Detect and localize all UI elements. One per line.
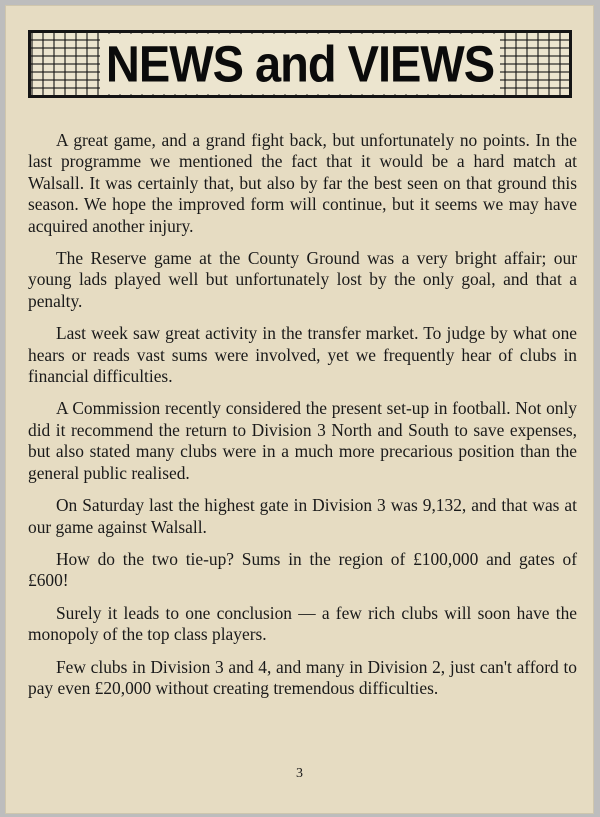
programme-page: [5, 5, 594, 814]
paragraph: Last week saw great activity in the transfer market. To judge by what one hears or reads vast sums were involved, yet we frequently hear of clubs in financial difficulties.: [28, 323, 577, 387]
paragraph: Surely it leads to one conclusion — a few rich clubs will soon have the monopoly of the top class players.: [28, 602, 577, 645]
page-title: NEWS and VIEWS: [100, 34, 500, 94]
paragraph: Few clubs in Division 3 and 4, and many in Division 2, just can't afford to pay even £20,000 without creating tremendous difficulties.: [28, 656, 577, 698]
paragraph: On Saturday last the highest gate in Division 3 was 9,132, and that was at our game against Walsall.: [28, 495, 577, 537]
masthead-banner: [28, 30, 572, 98]
paragraph: How do the two tie-up? Sums in the region of £100,000 and gates of £600!: [28, 548, 577, 591]
article-body: [28, 130, 577, 710]
paragraph: A great game, and a grand fight back, but unfortunately no points. In the last programme we mentioned the fact that it would be a hard match at Walsall. It was certainly that, but also by far the best seen on that ground this season. We hope the improved form will continue, but it seems we may have acquired another injury.: [28, 130, 577, 236]
page-number: 3: [296, 766, 303, 781]
paragraph: A Commission recently considered the present set-up in football. Not only did it recommend the return to Division 3 North and South to save expenses, but also stated many clubs were in a much more precarious position than the general public realised.: [28, 398, 577, 483]
paragraph: The Reserve game at the County Ground was a very bright affair; our young lads played well but unfortunately lost by the only goal, and that a penalty.: [28, 248, 577, 311]
